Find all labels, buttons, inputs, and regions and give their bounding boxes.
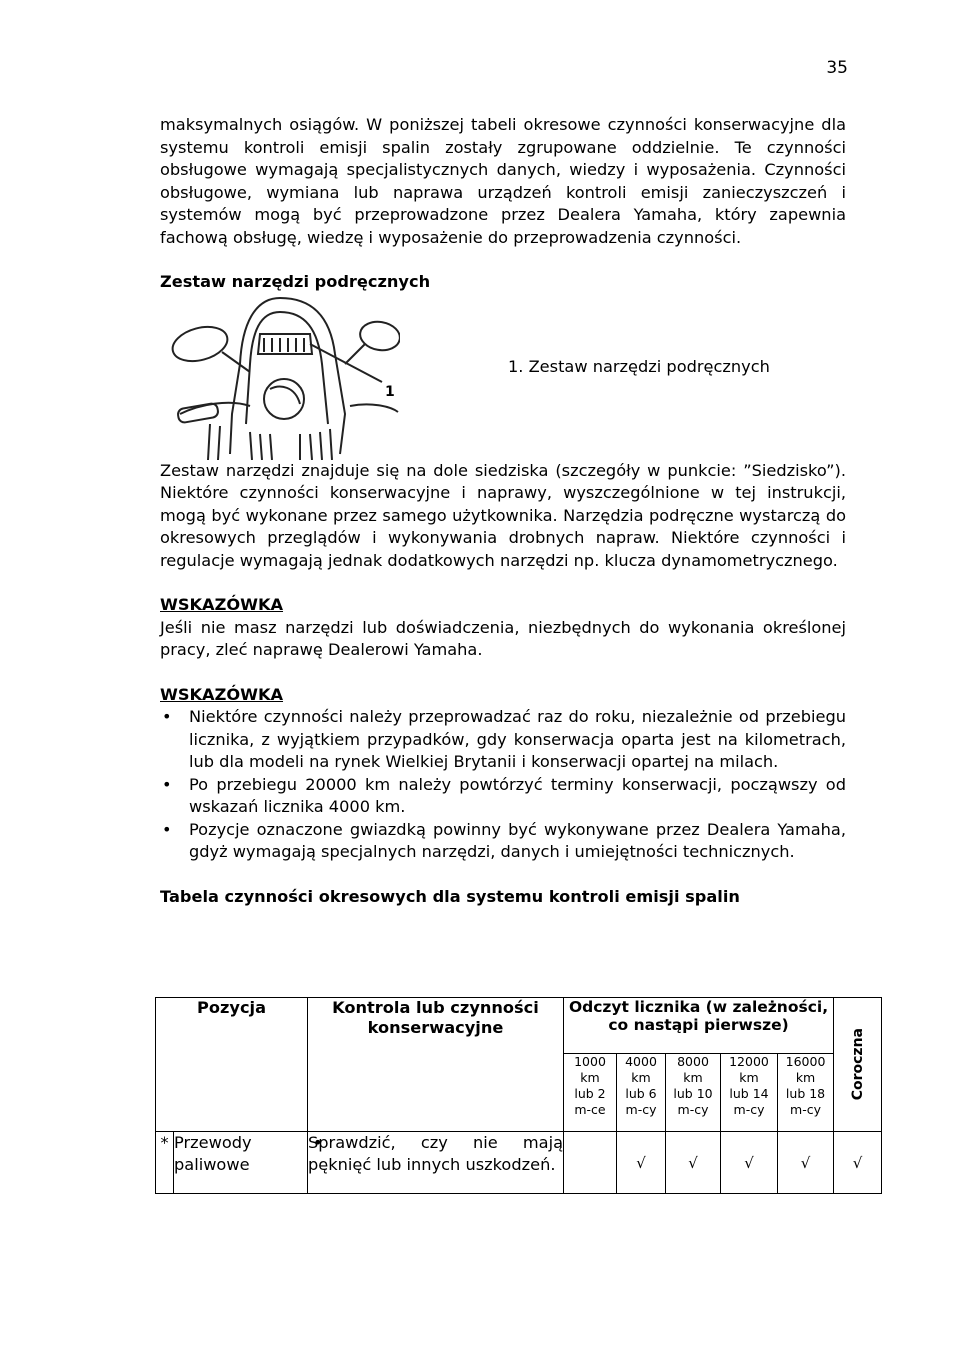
page-content — [160, 114, 846, 908]
figure-callout-number: 1 — [385, 383, 395, 400]
scooter-seat-illustration — [160, 294, 400, 460]
interval-8000: 8000 km lub 10 m-cy — [666, 1054, 721, 1132]
row-mark: √ — [778, 1132, 834, 1194]
table-row — [156, 1132, 882, 1194]
intro-paragraph: maksymalnych osiągów. W poniższej tabeli okresowe czynności konserwacyjne dla systemu kontroli emisji spalin zostały zgrupowane oddzielnie. Te czynności obsługowe wymagają specjalistycznych danych, wiedzy i wyposażenia. Czynności obsługowe, wymiana lub naprawa urządzeń kontroli emisji zanieczyszczeń i systemów mogą być przeprowadzone przez Dealera Yamaha, który zapewnia fachową obsługę, wiedzę i wyposażenie do przeprowadzenia czynności. — [160, 115, 846, 247]
note2-list — [160, 706, 846, 864]
toolkit-figure-row — [160, 294, 846, 460]
header-position: Pozycja — [156, 998, 308, 1132]
header-action: Kontrola lub czynności konserwacyjne — [308, 998, 564, 1132]
row-item: Przewody paliwowe — [174, 1132, 308, 1194]
row-mark: √ — [666, 1132, 721, 1194]
toolkit-heading: Zestaw narzędzi podręcznych — [160, 272, 431, 291]
note2-item: • Pozycje oznaczone gwiazdką powinny być wykonywane przez Dealera Yamaha, gdyż wymagają specjalnych narzędzi, danych i umiejętności technicznych. — [160, 819, 846, 864]
toolkit-paragraph: Zestaw narzędzi znajduje się na dole siedziska (szczegóły w punkcie: ”Siedzisko”). Niektóre czynności konserwacyjne i naprawy, wyszczególnione w tej instrukcji, mogą być wykonane przez samego użytkownika. Narzędzia podręczne wystarczą do okresowych przeglądów i wykonywania drobnych napraw. Niektóre czynności i regulacje wymagają jednak dodatkowych narzędzi np. klucza dynamometrycznego. — [160, 460, 846, 570]
interval-16000: 16000 km lub 18 m-cy — [778, 1054, 834, 1132]
note1-title: WSKAZÓWKA — [160, 595, 284, 614]
row-mark: √ — [834, 1132, 882, 1194]
row-mark: √ — [617, 1132, 666, 1194]
note1-text: Jeśli nie masz narzędzi lub doświadczenia, niezbędnych do wykonania określonej pracy, zleć naprawę Dealerowi Yamaha. — [160, 617, 846, 659]
note2-title: WSKAZÓWKA — [160, 684, 284, 704]
page-number: 35 — [826, 58, 848, 78]
row-mark — [564, 1132, 617, 1194]
interval-4000: 4000 km lub 6 m-cy — [617, 1054, 666, 1132]
emission-maintenance-table — [155, 997, 882, 1194]
row-star: * — [156, 1132, 174, 1194]
interval-12000: 12000 km lub 14 m-cy — [721, 1054, 778, 1132]
interval-1000: 1000 km lub 2 m-ce — [564, 1054, 617, 1132]
note2-item: • Po przebiegu 20000 km należy powtórzyć terminy konserwacji, począwszy od wskazań licznika 4000 km. — [160, 774, 846, 819]
header-odometer: Odczyt licznika (w zależności, co nastąpi pierwsze) — [564, 998, 834, 1054]
table-heading: Tabela czynności okresowych dla systemu kontroli emisji spalin — [160, 886, 740, 906]
row-mark: √ — [721, 1132, 778, 1194]
row-action: • Sprawdzić, czy nie mają pęknięć lub innych uszkodzeń. — [308, 1132, 564, 1194]
figure-caption: 1. Zestaw narzędzi podręcznych — [508, 356, 770, 376]
note2-item: • Niektóre czynności należy przeprowadzać raz do roku, niezależnie od przebiegu licznika, z wyjątkiem przypadków, gdy konserwacja oparta jest na kilometrach, lub dla modeli na rynek Wielkiej Brytanii i konserwacji opartej na milach. — [160, 706, 846, 774]
header-annual: Coroczna — [849, 1028, 866, 1101]
